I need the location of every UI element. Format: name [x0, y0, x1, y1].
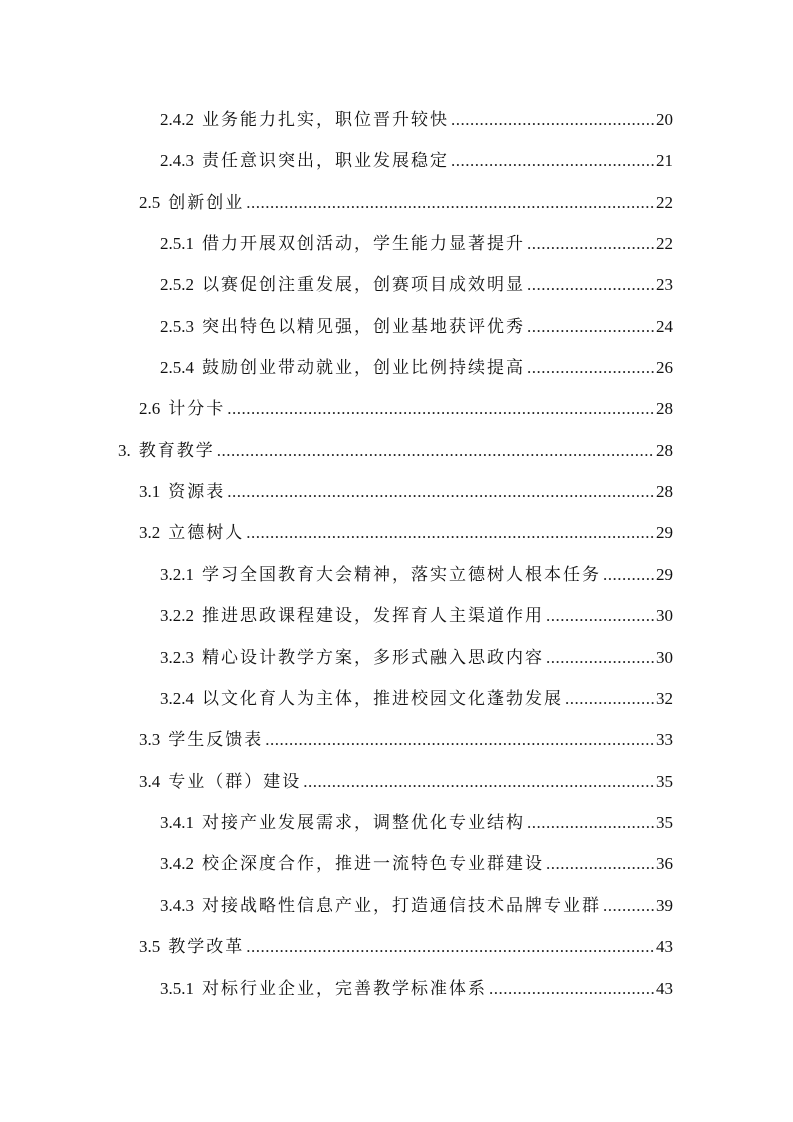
toc-entry-title: 教育教学	[138, 441, 215, 461]
dot-leader	[603, 565, 654, 585]
dot-leader	[527, 275, 654, 295]
toc-entry-page: 29	[656, 523, 673, 542]
toc-entry[interactable]	[139, 730, 673, 750]
dot-leader	[565, 689, 654, 709]
toc-entry-title: 突出特色以精见强，创业基地获评优秀	[202, 317, 525, 337]
dot-leader	[489, 979, 654, 999]
toc-entry-number: 2.5.4	[160, 358, 194, 377]
toc-entry-title: 借力开展双创活动，学生能力显著提升	[202, 234, 525, 254]
dot-leader	[546, 854, 654, 874]
toc-entry-page: 29	[656, 565, 673, 584]
dot-leader	[246, 193, 654, 213]
toc-entry-number: 2.6	[139, 399, 161, 418]
toc-entry[interactable]	[160, 606, 673, 626]
toc-entry-number: 3.4.2	[160, 854, 194, 873]
toc-entry-number: 3.4.1	[160, 813, 194, 832]
toc-entry-page: 28	[656, 399, 673, 418]
toc-entry-title: 以文化育人为主体，推进校园文化蓬勃发展	[202, 689, 563, 709]
toc-entry-number: 3.4	[139, 772, 161, 791]
toc-entry-number: 3.2.1	[160, 565, 194, 584]
dot-leader	[217, 441, 654, 461]
toc-entry-page: 28	[656, 482, 673, 501]
toc-entry-number: 3.5	[139, 937, 161, 956]
dot-leader	[227, 482, 654, 502]
dot-leader	[246, 937, 654, 957]
toc-entry[interactable]	[160, 317, 673, 337]
toc-entry-page: 24	[656, 317, 673, 336]
dot-leader	[527, 317, 654, 337]
toc-entry-title: 立德树人	[168, 523, 245, 543]
toc-entry-title: 责任意识突出，职业发展稳定	[202, 151, 449, 171]
toc-entry-number: 3.	[118, 441, 131, 460]
toc-entry[interactable]	[139, 482, 673, 502]
dot-leader	[451, 110, 654, 130]
toc-entry-page: 39	[656, 896, 673, 915]
toc-entry-page: 30	[656, 606, 673, 625]
dot-leader	[227, 399, 654, 419]
toc-entry[interactable]	[139, 772, 673, 792]
toc-entry-page: 35	[656, 772, 673, 791]
toc-entry-title: 推进思政课程建设，发挥育人主渠道作用	[202, 606, 544, 626]
toc-entry[interactable]	[160, 110, 673, 130]
toc-entry-number: 3.2.3	[160, 648, 194, 667]
toc-entry[interactable]	[160, 896, 673, 916]
dot-leader	[246, 523, 654, 543]
toc-entry-title: 创新创业	[168, 193, 245, 213]
toc-entry[interactable]	[118, 441, 673, 461]
toc-entry-page: 32	[656, 689, 673, 708]
toc-entry[interactable]	[139, 399, 673, 419]
toc-entry-title: 资源表	[168, 482, 226, 502]
toc-entry-title: 以赛促创注重发展，创赛项目成效明显	[202, 275, 525, 295]
toc-entry-title: 专业（群）建设	[168, 772, 302, 792]
toc-entry[interactable]	[160, 648, 673, 668]
toc-entry[interactable]	[160, 854, 673, 874]
toc-entry-title: 鼓励创业带动就业，创业比例持续提高	[202, 358, 525, 378]
toc-entry-page: 23	[656, 275, 673, 294]
dot-leader	[546, 606, 654, 626]
toc-entry-title: 对接产业发展需求，调整优化专业结构	[202, 813, 525, 833]
dot-leader	[451, 151, 654, 171]
dot-leader	[527, 234, 654, 254]
toc-entry-page: 26	[656, 358, 673, 377]
toc-entry-number: 3.4.3	[160, 896, 194, 915]
dot-leader	[603, 896, 654, 916]
toc-entry[interactable]	[160, 275, 673, 295]
toc-entry-title: 对接战略性信息产业，打造通信技术品牌专业群	[202, 896, 601, 916]
dot-leader	[303, 772, 654, 792]
toc-entry-title: 教学改革	[168, 937, 245, 957]
toc-entry-page: 21	[656, 151, 673, 170]
toc-entry-title: 精心设计教学方案，多形式融入思政内容	[202, 648, 544, 668]
toc-entry-page: 22	[656, 193, 673, 212]
toc-entry[interactable]	[160, 689, 673, 709]
toc-entry-page: 33	[656, 730, 673, 749]
toc-entry-title: 校企深度合作，推进一流特色专业群建设	[202, 854, 544, 874]
toc-entry-number: 3.2	[139, 523, 161, 542]
toc-entry-number: 3.1	[139, 482, 161, 501]
toc-entry[interactable]	[160, 151, 673, 171]
toc-entry[interactable]	[139, 937, 673, 957]
toc-entry-page: 35	[656, 813, 673, 832]
toc-entry-number: 2.5.3	[160, 317, 194, 336]
toc-entry-number: 2.5.2	[160, 275, 194, 294]
toc-entry-page: 30	[656, 648, 673, 667]
toc-entry-title: 学生反馈表	[168, 730, 264, 750]
toc-entry-number: 2.5.1	[160, 234, 194, 253]
toc-entry-page: 28	[656, 441, 673, 460]
dot-leader	[265, 730, 654, 750]
dot-leader	[546, 648, 654, 668]
toc-entry-number: 3.2.4	[160, 689, 194, 708]
toc-entry-title: 学习全国教育大会精神，落实立德树人根本任务	[202, 565, 601, 585]
toc-entry-page: 22	[656, 234, 673, 253]
dot-leader	[527, 813, 654, 833]
toc-entry-page: 43	[656, 979, 673, 998]
toc-entry[interactable]	[160, 234, 673, 254]
toc-entry-title: 业务能力扎实，职位晋升较快	[202, 110, 449, 130]
toc-entry-number: 3.3	[139, 730, 161, 749]
toc-entry-number: 3.2.2	[160, 606, 194, 625]
dot-leader	[527, 358, 654, 378]
toc-entry-title: 对标行业企业，完善教学标准体系	[202, 979, 487, 999]
toc-entry[interactable]	[160, 979, 673, 999]
toc-entry-number: 2.5	[139, 193, 161, 212]
toc-entry[interactable]	[139, 523, 673, 543]
toc-entry-page: 20	[656, 110, 673, 129]
toc-entry-page: 43	[656, 937, 673, 956]
toc-entry[interactable]	[139, 193, 673, 213]
toc-entry-title: 计分卡	[168, 399, 226, 419]
toc-entry[interactable]	[160, 358, 673, 378]
toc-entry-page: 36	[656, 854, 673, 873]
toc-entry[interactable]	[160, 813, 673, 833]
toc-entry-number: 2.4.3	[160, 151, 194, 170]
toc-entry[interactable]	[160, 565, 673, 585]
toc-entry-number: 3.5.1	[160, 979, 194, 998]
toc-entry-number: 2.4.2	[160, 110, 194, 129]
